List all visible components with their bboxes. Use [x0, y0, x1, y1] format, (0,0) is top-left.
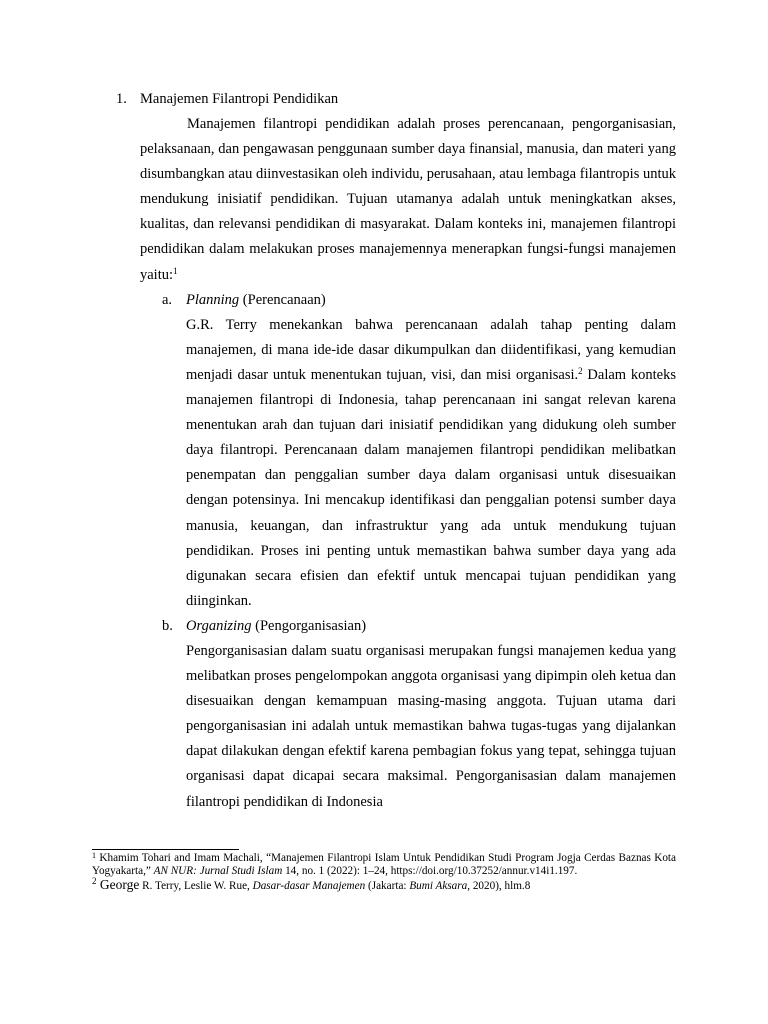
planning-paragraph: [186, 313, 676, 614]
section-title: Manajemen Filantropi Pendidikan: [140, 91, 339, 107]
footnote-ref-1[interactable]: 1: [173, 265, 178, 276]
footnote-1-authors: Khamim Tohari and Imam Machali, “Manajemen Filantropi Islam Untuk Pendidikan Studi Program Jogja Cerdas Baznas Kota Yogyakarta,”: [92, 852, 676, 878]
planning-letter: a.: [162, 291, 173, 308]
planning-translation: (Perencanaan): [242, 291, 326, 308]
intro-paragraph: [140, 112, 676, 288]
planning-heading: [162, 288, 676, 313]
footnote-1-rest: 14, no. 1 (2022): 1–24, https://doi.org/10.37252/annur.v14i1.197.: [282, 865, 578, 878]
footnote-1-journal: AN NUR: Jurnal Studi Islam: [153, 865, 283, 878]
footnotes: [92, 852, 676, 893]
footnote-2: [92, 878, 676, 893]
footnote-ref-2[interactable]: 2: [578, 365, 583, 376]
intro-text: Manajemen filantropi pendidikan adalah proses perencanaan, pengorganisasian, pelaksanaan, dan pengawasan penggunaan sumber daya finansial, manusia, dan materi yang disumbangkan atau diinvestasikan oleh individu, perusahaan, atau lembaga filantropis untuk mendukung inisiatif pendidikan. Tujuan utamanya adalah untuk meningkatkan akses, kualitas, dan relevansi pendidikan di masyarakat. Dalam konteks ini, manajemen filantropi pendidikan dalam melakukan proses manajemennya menerapkan fungsi-fungsi manajemen yaitu:: [140, 116, 676, 283]
organizing-paragraph: [186, 639, 676, 815]
organizing-text: Pengorganisasian dalam suatu organisasi merupakan fungsi manajemen kedua yang melibatkan proses pengelompokan anggota organisasi yang dipimpin oleh ketua dan disesuaikan dengan kemampuan masing-masing anggota. Tujuan utama dari pengorganisasian ini adalah untuk memastikan bahwa tugas-tugas yang dijalankan dapat dilakukan dengan efektif karena pembagian fokus yang tepat, sehingga tujuan organisasi dapat dicapai secara maksimal. Pengorganisasian dalam manajemen filantropi pendidikan di Indonesia: [186, 642, 676, 810]
section-number: 1.: [116, 91, 127, 107]
footnote-separator: [92, 849, 239, 850]
organizing-translation: (Pengorganisasian): [255, 617, 367, 634]
footnote-2-pub-open: (Jakarta:: [365, 880, 410, 893]
planning-term: Planning: [186, 291, 240, 308]
organizing-subsection: [162, 614, 676, 815]
section-manajemen-filantropi: [116, 87, 676, 815]
planning-text-2: Dalam konteks manajemen filantropi di Indonesia, tahap perencanaan ini sangat relevan karena menentukan arah dan tujuan dari inisiatif pendidikan yang didukung oleh sumber daya filantropi. Perencanaan dalam manajemen filantropi pendidikan melibatkan penempatan dan penggalian sumber daya dalam organisasi untuk disesuaikan dengan potensinya. Ini mencakup identifikasi dan penggalian potensi sumber daya manusia, keuangan, dan infrastruktur yang ada untuk mendukung tujuan pendidikan. Proses ini penting untuk memastikan bahwa sumber daya yang ada digunakan secara efisien dan efektif untuk mencapai tujuan pendidikan yang diinginkan.: [186, 366, 676, 609]
organizing-term: Organizing: [186, 617, 252, 634]
planning-subsection: [162, 288, 676, 614]
footnote-2-author: George: [96, 877, 140, 893]
footnote-1: [92, 852, 676, 878]
footnote-2-title: Dasar-dasar Manajemen: [252, 880, 366, 893]
footnote-1-mark: 1: [92, 851, 96, 860]
footnote-2-authors-rest: R. Terry, Leslie W. Rue,: [139, 880, 253, 893]
organizing-heading: [162, 614, 676, 639]
planning-text-1: G.R. Terry menekankan bahwa perencanaan adalah tahap penting dalam manajemen, di mana ide-ide dasar dikumpulkan dan diidentifikasi, yang kemudian menjadi dasar untuk menentukan tujuan, visi, dan misi organisasi.: [186, 316, 676, 383]
footnote-2-pub-close: , 2020), hlm.8: [467, 880, 531, 893]
footnote-2-publisher: Bumi Aksara: [409, 880, 468, 893]
footnote-2-mark: 2: [92, 876, 97, 887]
section-heading: [116, 87, 676, 112]
organizing-letter: b.: [162, 617, 173, 634]
